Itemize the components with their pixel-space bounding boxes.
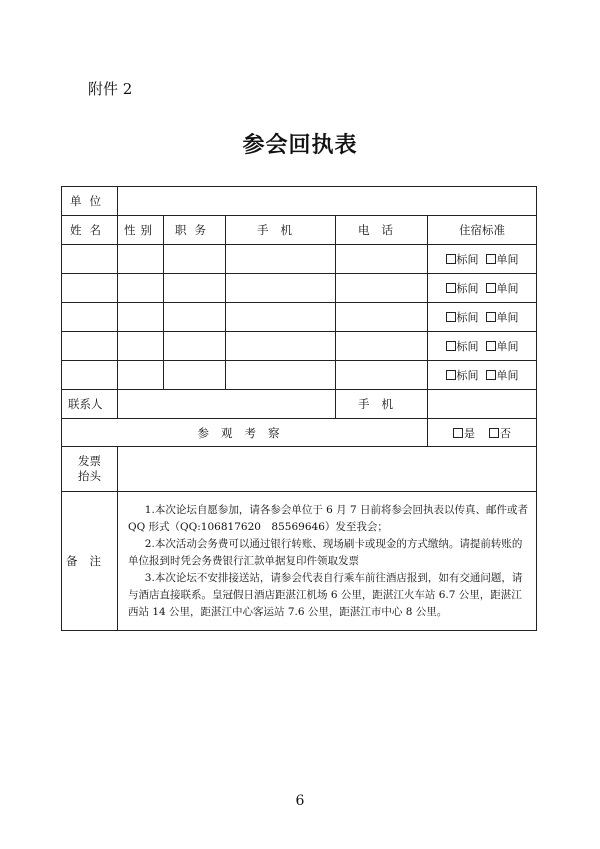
invoice-label: 发票抬头	[62, 447, 118, 492]
contact-mobile-field[interactable]	[428, 390, 537, 419]
visit-yes-checkbox[interactable]: 是	[453, 427, 475, 440]
unit-row	[62, 187, 537, 216]
position-header: 职务	[164, 216, 226, 245]
visit-row	[62, 419, 537, 447]
notes-content	[118, 492, 537, 631]
single-room-checkbox[interactable]: 单间	[486, 369, 519, 382]
name-cell[interactable]	[62, 245, 118, 274]
gender-cell[interactable]	[118, 274, 164, 303]
phone-cell[interactable]	[336, 303, 428, 332]
invoice-row	[62, 447, 537, 492]
position-cell[interactable]	[164, 303, 226, 332]
name-header: 姓名	[62, 216, 118, 245]
standard-room-checkbox[interactable]: 标间	[446, 282, 479, 295]
standard-room-checkbox[interactable]: 标间	[446, 340, 479, 353]
standard-room-checkbox[interactable]: 标间	[446, 253, 479, 266]
visit-no-checkbox[interactable]: 否	[489, 427, 511, 440]
unit-label: 单位	[62, 187, 118, 216]
single-room-checkbox[interactable]: 单间	[486, 253, 519, 266]
unit-field[interactable]	[118, 187, 537, 216]
accommodation-header: 住宿标准	[428, 216, 537, 245]
gender-cell[interactable]	[118, 245, 164, 274]
room-options	[428, 274, 537, 303]
single-room-checkbox[interactable]: 单间	[486, 282, 519, 295]
note-2: 2.本次活动会务费可以通过银行转账、现场刷卡或现金的方式缴纳。请提前转账的单位报到时凭会务费银行汇款单据复印件领取发票	[128, 537, 523, 567]
room-options	[428, 361, 537, 390]
mobile-cell[interactable]	[226, 303, 336, 332]
phone-cell[interactable]	[336, 332, 428, 361]
registration-form-table	[61, 186, 537, 631]
phone-cell[interactable]	[336, 274, 428, 303]
phone-cell[interactable]	[336, 245, 428, 274]
room-options	[428, 245, 537, 274]
name-cell[interactable]	[62, 303, 118, 332]
attendee-row	[62, 361, 537, 390]
visit-options	[428, 419, 537, 447]
contact-row	[62, 390, 537, 419]
gender-cell[interactable]	[118, 361, 164, 390]
note-1: 1.本次论坛自愿参加，请各参会单位于 6 月 7 日前将参会回执表以传真、邮件或者 QQ 形式（QQ:106817620 85569646）发至我会；	[128, 503, 529, 533]
phone-header: 电话	[336, 216, 428, 245]
gender-header: 性别	[118, 216, 164, 245]
standard-room-checkbox[interactable]: 标间	[446, 369, 479, 382]
notes-row	[62, 492, 537, 631]
position-cell[interactable]	[164, 274, 226, 303]
note-3: 3.本次论坛不安排接送站，请参会代表自行乘车前往酒店报到，如有交通问题，请与酒店直接联系。皇冠假日酒店距湛江机场 6 公里，距湛江火车站 6.7 公里，距湛江西站 14 公里，距湛江中心客运站 7.6 公里，距湛江市中心 8 公里。	[128, 571, 523, 618]
position-cell[interactable]	[164, 361, 226, 390]
header-row	[62, 216, 537, 245]
mobile-cell[interactable]	[226, 361, 336, 390]
name-cell[interactable]	[62, 361, 118, 390]
mobile-cell[interactable]	[226, 274, 336, 303]
standard-room-checkbox[interactable]: 标间	[446, 311, 479, 324]
mobile-cell[interactable]	[226, 332, 336, 361]
attendee-row	[62, 303, 537, 332]
visit-label: 参观考察	[62, 419, 428, 447]
attendee-row	[62, 332, 537, 361]
mobile-cell[interactable]	[226, 245, 336, 274]
single-room-checkbox[interactable]: 单间	[486, 340, 519, 353]
position-cell[interactable]	[164, 332, 226, 361]
single-room-checkbox[interactable]: 单间	[486, 311, 519, 324]
name-cell[interactable]	[62, 332, 118, 361]
notes-label: 备注	[62, 492, 118, 631]
attendee-row	[62, 245, 537, 274]
attachment-label: 附件 2	[88, 80, 133, 98]
contact-field[interactable]	[118, 390, 336, 419]
room-options	[428, 332, 537, 361]
position-cell[interactable]	[164, 245, 226, 274]
mobile-header: 手机	[226, 216, 336, 245]
page-number: 6	[295, 793, 305, 809]
phone-cell[interactable]	[336, 361, 428, 390]
contact-mobile-label: 手机	[336, 390, 428, 419]
contact-label: 联系人	[62, 390, 118, 419]
invoice-field[interactable]	[118, 447, 537, 492]
gender-cell[interactable]	[118, 332, 164, 361]
room-options	[428, 303, 537, 332]
name-cell[interactable]	[62, 274, 118, 303]
gender-cell[interactable]	[118, 303, 164, 332]
attendee-row	[62, 274, 537, 303]
page-title: 参会回执表	[242, 132, 358, 158]
